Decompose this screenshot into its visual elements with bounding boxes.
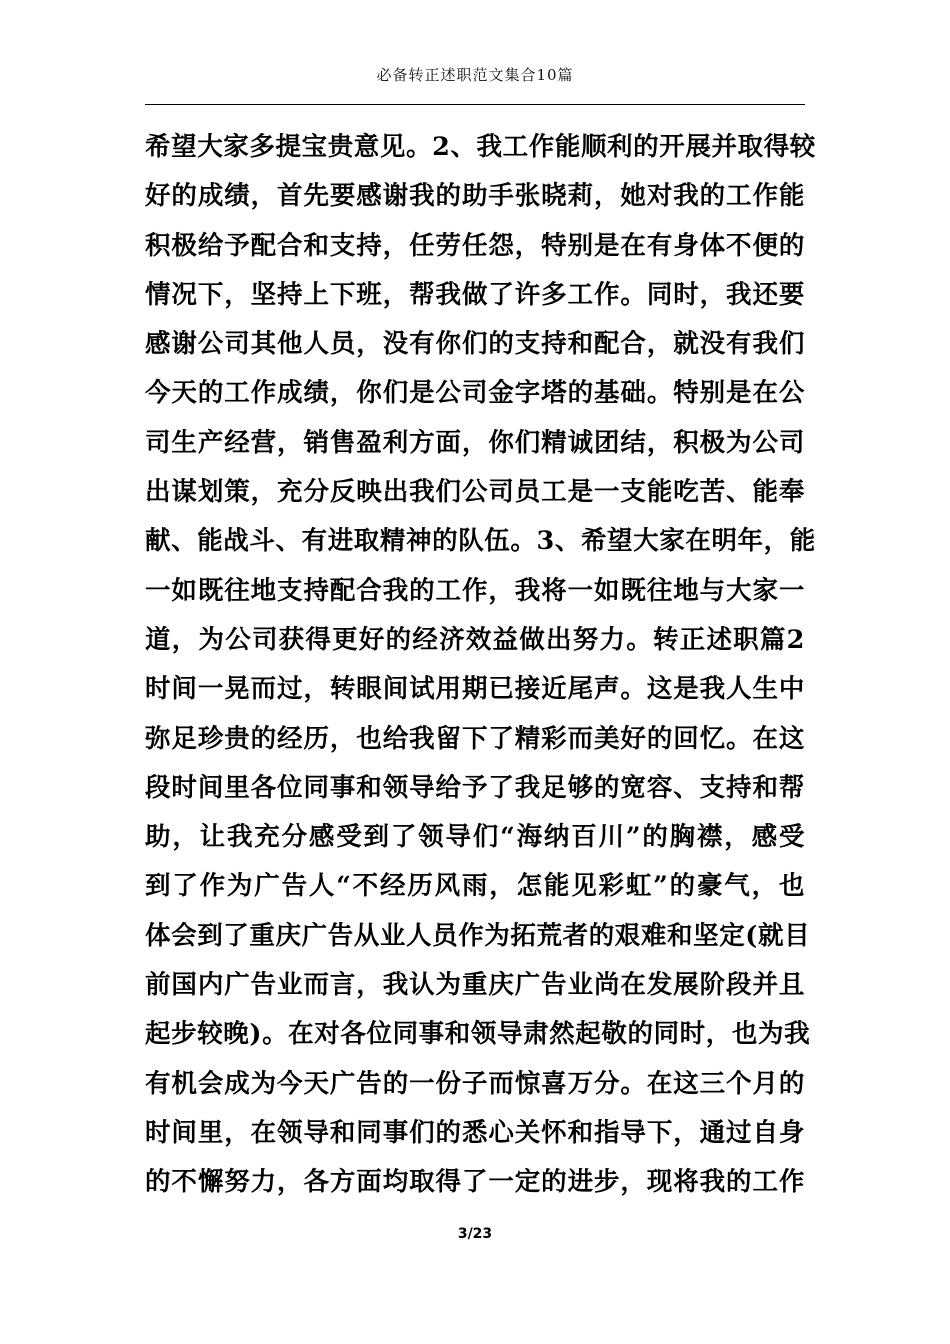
page-header-title: 必备转正述职范文集合10篇 [376, 66, 574, 84]
body-line: 时间一晃而过，转眼间试用期已接近尾声。这是我人生中 [145, 674, 805, 705]
page-number: 3/23 [457, 1226, 493, 1242]
body-line: 今天的工作成绩，你们是公司金字塔的基础。特别是在公 [145, 378, 805, 409]
body-line: 出谋划策，充分反映出我们公司员工是一支能吃苦、能奉 [145, 477, 805, 508]
body-line: 体会到了重庆广告从业人员作为拓荒者的艰难和坚定(就目 [145, 920, 811, 951]
body-line: 好的成绩，首先要感谢我的助手张晓莉，她对我的工作能 [145, 181, 805, 212]
document-body [145, 123, 816, 1208]
body-line: 一如既往地支持配合我的工作，我将一如既往地与大家一 [145, 575, 805, 606]
body-line: 感谢公司其他人员，没有你们的支持和配合，就没有我们 [145, 329, 805, 360]
body-line: 司生产经营，销售盈利方面，你们精诚团结，积极为公司 [145, 427, 805, 458]
body-line: 段时间里各位同事和领导给予了我足够的宽容、支持和帮 [145, 772, 805, 803]
body-line: 希望大家多提宝贵意见。2、我工作能顺利的开展并取得较 [145, 132, 816, 162]
body-line: 弥足珍贵的经历，也给我留下了精彩而美好的回忆。在这 [145, 723, 805, 754]
body-line: 起步较晚)。在对各位同事和领导肃然起敬的同时，也为我 [145, 1019, 811, 1050]
body-line: 助，让我充分感受到了领导们“海纳百川”的胸襟，感受 [145, 822, 805, 853]
body-line: 积极给予配合和支持，任劳任怨，特别是在有身体不便的 [145, 230, 805, 261]
body-line: 的不懈努力，各方面均取得了一定的进步，现将我的工作 [145, 1167, 805, 1198]
body-line: 道，为公司获得更好的经济效益做出努力。转正述职篇2 [145, 624, 805, 655]
body-line: 情况下，坚持上下班，帮我做了许多工作。同时，我还要 [145, 279, 805, 310]
body-line: 献、能战斗、有进取精神的队伍。3、希望大家在明年，能 [145, 526, 816, 557]
body-line: 有机会成为今天广告的一份子而惊喜万分。在这三个月的 [145, 1068, 805, 1099]
header-divider [145, 104, 805, 105]
body-line: 前国内广告业而言，我认为重庆广告业尚在发展阶段并且 [145, 970, 805, 1001]
body-line: 时间里，在领导和同事们的悉心关怀和指导下，通过自身 [145, 1117, 805, 1148]
body-line: 到了作为广告人“不经历风雨，怎能见彩虹”的豪气，也 [145, 871, 805, 902]
